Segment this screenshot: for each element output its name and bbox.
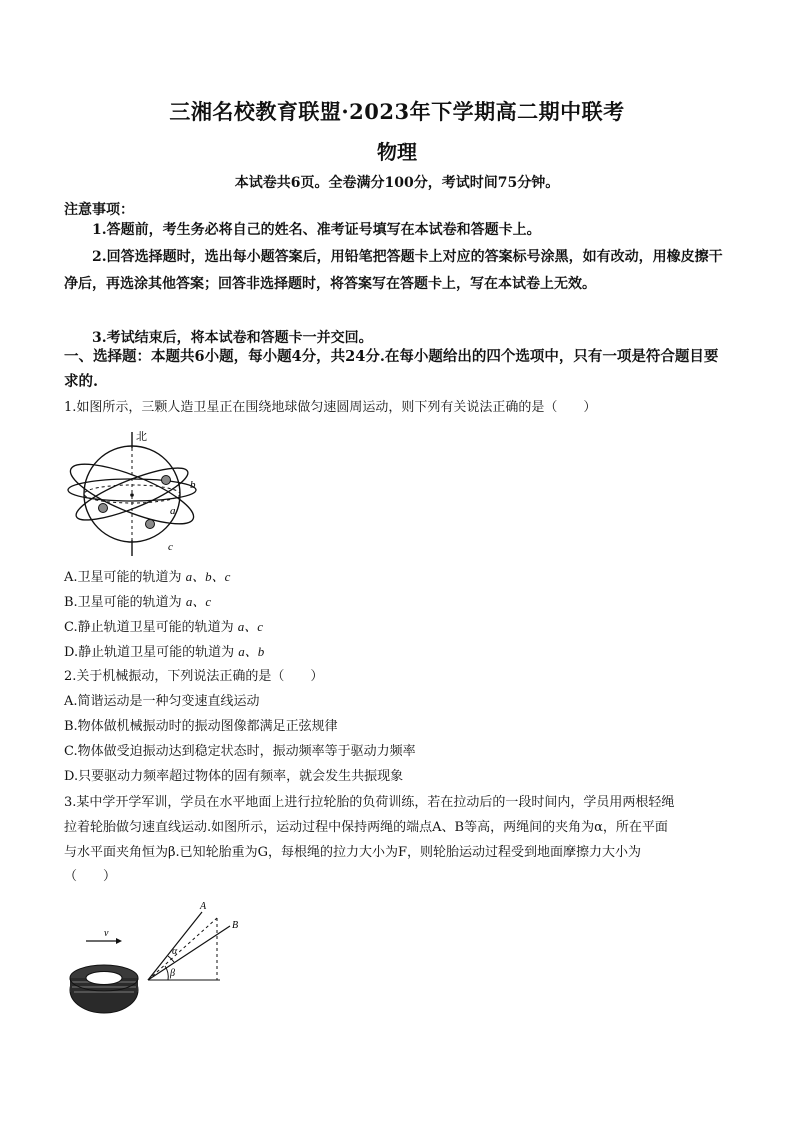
q2-option-b: B.物体做机械振动时的振动图像都满足正弦规律 bbox=[64, 719, 338, 734]
section-1-heading: 一、选择题：本题共6小题，每小题4分，共24分.在每小题给出的四个选项中，只有一项是符合题目要求的. bbox=[64, 348, 719, 390]
point-b-label: B bbox=[232, 920, 239, 931]
north-label: 北 bbox=[136, 431, 147, 443]
tire-diagram bbox=[64, 898, 254, 1023]
q2-option-d: D.只要驱动力频率超过物体的固有频率，就会发生共振现象 bbox=[64, 769, 404, 784]
orbit-label-a: a bbox=[170, 505, 176, 517]
exam-title: 三湘名校教育联盟·2023年下学期高二期中联考 bbox=[169, 99, 625, 124]
q1-option-c: C.静止轨道卫星可能的轨道为 a、c bbox=[64, 619, 264, 635]
q2-option-c: C.物体做受迫振动达到稳定状态时，振动频率等于驱动力频率 bbox=[64, 744, 416, 759]
question-1-stem: 1.如图所示，三颗人造卫星正在围绕地球做匀速圆周运动，则下列有关说法正确的是（ ） bbox=[64, 400, 597, 415]
subject-title: 物理 bbox=[377, 140, 417, 164]
q1-option-d: D.静止轨道卫星可能的轨道为 a、b bbox=[64, 644, 265, 660]
velocity-label: v bbox=[104, 928, 109, 939]
point-a-label: A bbox=[200, 901, 207, 912]
orbit-label-c: c bbox=[168, 541, 173, 553]
orbit-label-b: b bbox=[190, 479, 196, 491]
q1-option-a: A.卫星可能的轨道为 a、b、c bbox=[64, 569, 231, 585]
question-3-line-3: 与水平面夹角恒为β.已知轮胎重为G，每根绳的拉力大小为F，则轮胎运动过程受到地面摩擦力大小为 bbox=[64, 845, 642, 860]
notice-item-3: 3.考试结束后，将本试卷和答题卡一并交回。 bbox=[92, 330, 373, 346]
notice-item-1: 1.答题前，考生务必将自己的姓名、准考证号填写在本试卷和答题卡上。 bbox=[92, 222, 541, 238]
orbit-diagram bbox=[64, 428, 214, 560]
q1-option-b: B.卫星可能的轨道为 a、c bbox=[64, 594, 212, 610]
question-3-line-1: 3.某中学开学军训，学员在水平地面上进行拉轮胎的负荷训练，若在拉动后的一段时间内，学员用两根轻绳 bbox=[64, 795, 675, 810]
question-2-stem: 2.关于机械振动，下列说法正确的是（ ） bbox=[64, 669, 324, 684]
q2-option-a: A.简谐运动是一种匀变速直线运动 bbox=[64, 694, 260, 709]
notice-item-2: 2.回答选择题时，选出每小题答案后，用铅笔把答题卡上对应的答案标号涂黑，如有改动，用橡皮擦干净后，再选涂其他答案；回答非选择题时，将答案写在答题卡上，写在本试卷上无效。 bbox=[64, 249, 723, 292]
question-3-line-2: 拉着轮胎做匀速直线运动.如图所示，运动过程中保持两绳的端点A、B等高，两绳间的夹角为α，所在平面 bbox=[64, 820, 668, 835]
alpha-label: α bbox=[172, 946, 178, 957]
exam-info: 本试卷共6页。全卷满分100分，考试时间75分钟。 bbox=[234, 175, 560, 191]
beta-label: β bbox=[170, 968, 175, 979]
question-3-line-4: （ ） bbox=[64, 869, 117, 884]
notice-heading: 注意事项： bbox=[64, 202, 134, 218]
